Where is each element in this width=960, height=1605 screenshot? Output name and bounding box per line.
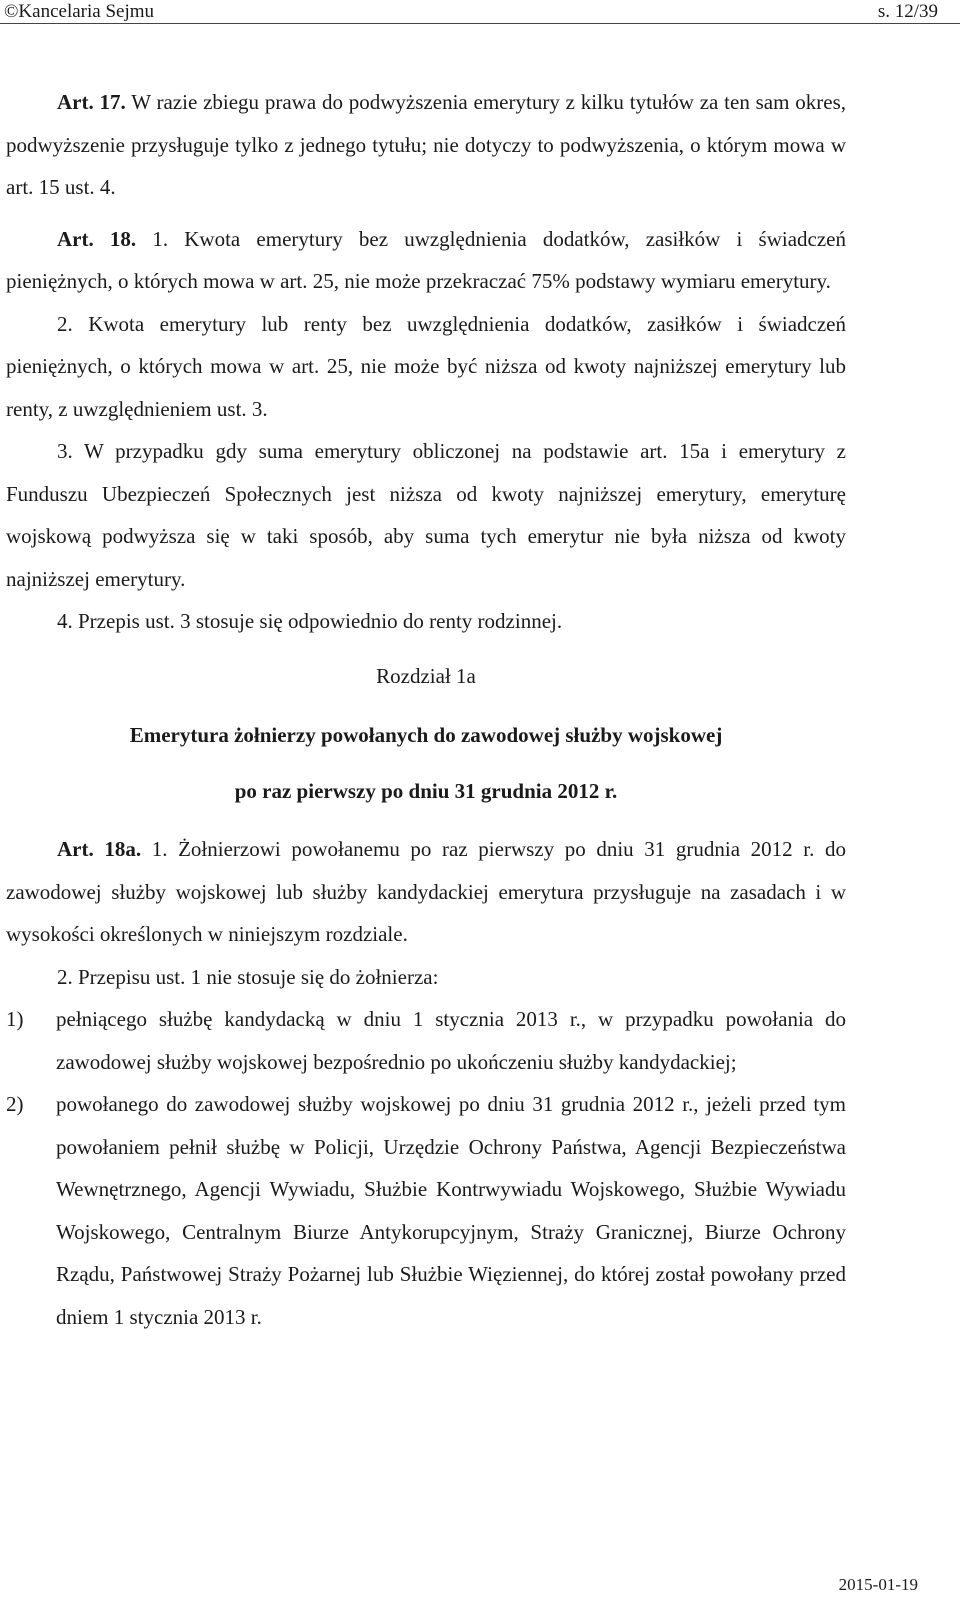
art-18-paragraph-3: 3. W przypadku gdy suma emerytury obliczonej na podstawie art. 15a i emerytury z Funduszu Ubezpieczeń Społecznych jest niższa od kwoty najniższej emerytury, emeryturę wojskową podwyższa się w taki sposób, aby suma tych emerytur nie była niższa od kwoty najniższej emerytury. — [6, 439, 846, 591]
chapter-title-line-1: Emerytura żołnierzy powołanych do zawodowej służby wojskowej — [129, 723, 723, 747]
page-header — [0, 0, 960, 24]
document-body — [6, 81, 846, 1338]
list-item — [6, 1083, 846, 1338]
list-item-text: pełniącego służbę kandydacką w dniu 1 stycznia 2013 r., w przypadku powołania do zawodowej służby wojskowej bezpośrednio po ukończeniu służby kandydackiej; — [56, 1007, 846, 1074]
list-item-number: 2) — [6, 1092, 24, 1116]
art-18a-p1-text: 1. Żołnierzowi powołanemu po raz pierwszy po dniu 31 grudnia 2012 r. do zawodowej służby wojskowej lub służby kandydackiej emerytura przysługuje na zasadach i w wysokości określonych w niniejszym rozdziale. — [6, 837, 846, 946]
art-18a-label: Art. 18a. — [57, 837, 142, 861]
art-18a-paragraph-1 — [6, 828, 846, 956]
header-source: ©Kancelaria Sejmu — [4, 1, 155, 22]
art-18a-paragraph-2: 2. Przepisu ust. 1 nie stosuje się do żołnierza: — [57, 964, 439, 989]
art-18-paragraph-2: 2. Kwota emerytury lub renty bez uwzględnienia dodatków, zasiłków i świadczeń pieniężnych, o których mowa w art. 25, nie może być niższa od kwoty najniższej emerytury lub renty, z uwzględnieniem ust. 3. — [6, 311, 846, 421]
art-18-paragraph-4: 4. Przepis ust. 3 stosuje się odpowiednio do renty rodzinnej. — [57, 609, 563, 633]
list-item-number: 1) — [6, 1007, 24, 1031]
chapter-title-line-2: po raz pierwszy po dniu 31 grudnia 2012 r. — [234, 779, 618, 803]
header-rule — [0, 23, 960, 24]
art-17-text: W razie zbiegu prawa do podwyższenia emerytury z kilku tytułów za ten sam okres, podwyższenie przysługuje tylko z jednego tytułu; nie dotyczy to podwyższenia, o którym mowa w art. 15 ust. 4. — [6, 90, 846, 199]
art-18-label: Art. 18. — [57, 226, 137, 251]
chapter-label: Rozdział 1a — [376, 663, 476, 688]
header-page-number: s. 12/39 — [877, 1, 938, 22]
art-18-paragraph-1 — [6, 218, 846, 303]
footer-date: 2015-01-19 — [838, 1575, 918, 1594]
list-item — [6, 998, 846, 1083]
art-18-p1-text: 1. Kwota emerytury bez uwzględnienia dodatków, zasiłków i świadczeń pieniężnych, o których mowa w art. 25, nie może przekraczać 75% podstawy wymiaru emerytury. — [6, 226, 846, 293]
list-item-text: powołanego do zawodowej służby wojskowej po dniu 31 grudnia 2012 r., jeżeli przed tym powołaniem pełnił służbę w Policji, Urzędzie Ochrony Państwa, Agencji Bezpieczeństwa Wewnętrznego, Agencji Wywiadu, Służbie Kontrwywiadu Wojskowego, Służbie Wywiadu Wojskowego, Centralnym Biurze Antykorupcyjnym, Straży Granicznej, Biurze Ochrony Rządu, Państwowej Straży Pożarnej lub Służbie Więziennej, do której został powołany przed dniem 1 stycznia 2013 r. — [56, 1092, 846, 1329]
art-17 — [6, 81, 846, 209]
art-17-label: Art. 17. — [57, 90, 126, 114]
